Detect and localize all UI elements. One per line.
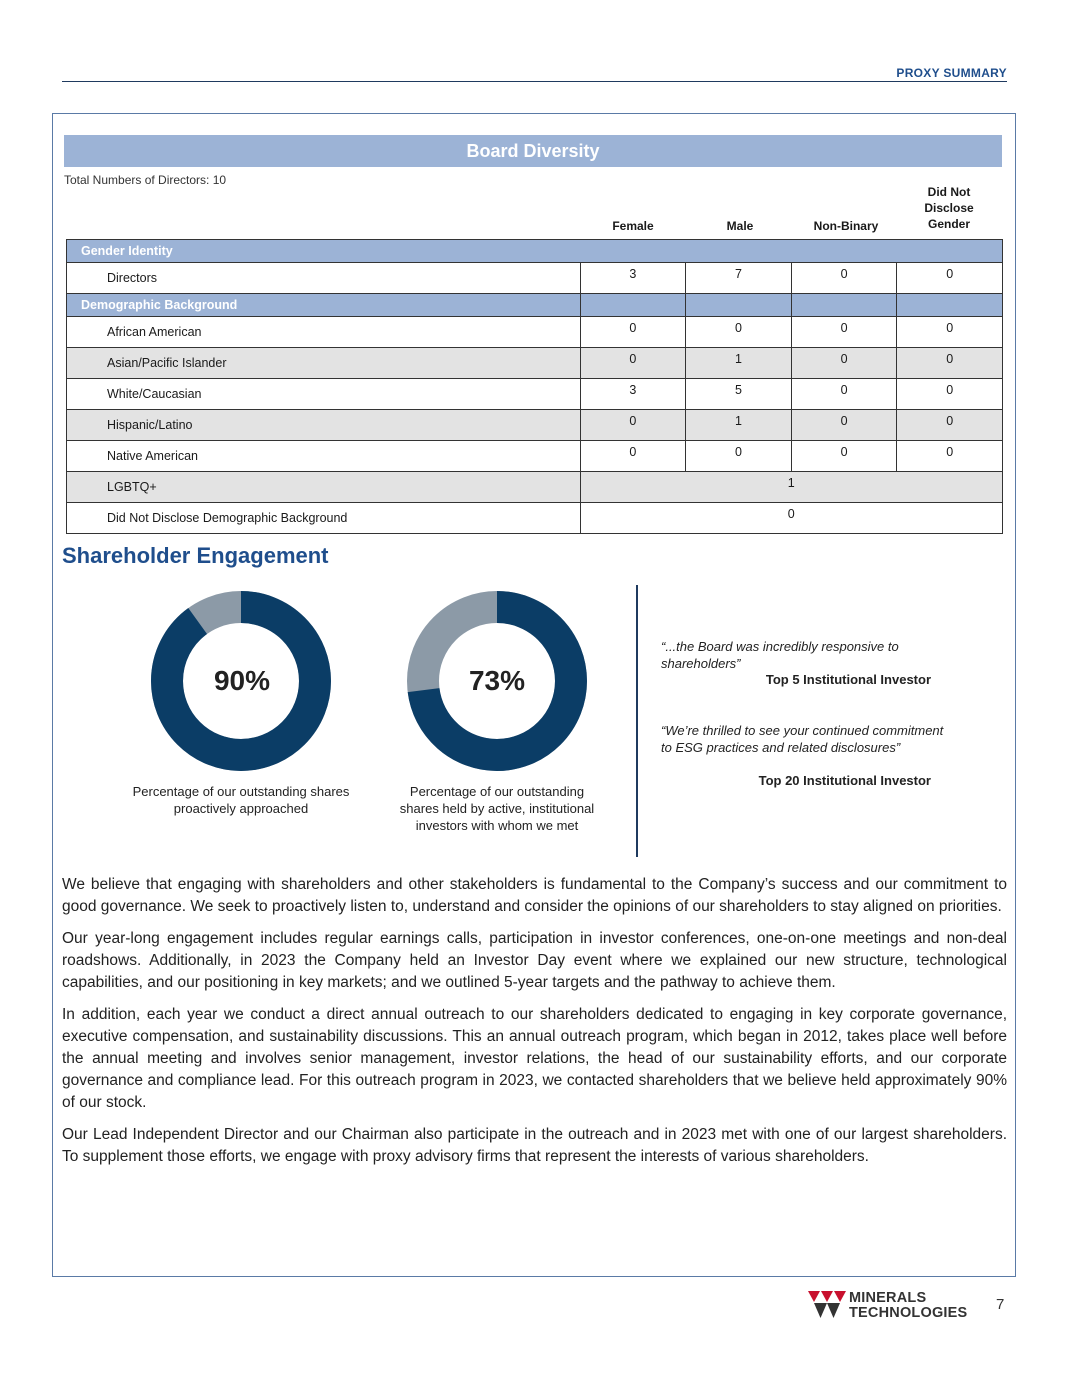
cell-value: 0 xyxy=(791,379,897,410)
body-paragraph: Our year-long engagement includes regular earnings calls, participation in investor conferences, one-on-one meetings and non-deal roadshows. Additionally, in 2023 the Company held an Investor Day event where we explained our new structure, technological capabilities, and our positioning in key markets; and we outlined 5-year targets and the pathway to achieve them. xyxy=(62,930,1007,991)
cell-value: 0 xyxy=(791,441,897,472)
header-rule xyxy=(62,81,1007,82)
section-gender-identity xyxy=(67,240,1003,263)
col-did-not-disclose-gender xyxy=(909,184,989,232)
col-did-not-line2: Disclose xyxy=(924,201,974,215)
section-cell xyxy=(580,294,686,317)
section-label: Demographic Background xyxy=(67,294,581,317)
cell-value: 3 xyxy=(580,379,686,410)
col-non-binary: Non-Binary xyxy=(813,219,879,233)
donut-percentage: 73% xyxy=(468,665,526,696)
row-label: Asian/Pacific Islander xyxy=(67,348,581,379)
table-row xyxy=(67,441,1003,472)
board-diversity-table xyxy=(66,239,1003,534)
cell-value: 0 xyxy=(686,441,792,472)
cell-value: 7 xyxy=(686,263,792,294)
quote-source: Top 5 Institutional Investor xyxy=(765,672,931,687)
cell-value: 0 xyxy=(897,441,1003,472)
cell-value: 1 xyxy=(686,410,792,441)
cell-value: 0 xyxy=(580,503,1002,534)
cell-value: 0 xyxy=(580,317,686,348)
logo-wordmark xyxy=(849,1291,967,1321)
donut-caption: Percentage of our outstanding shares proactively approached xyxy=(132,784,350,816)
row-label: Hispanic/Latino xyxy=(67,410,581,441)
cell-value: 0 xyxy=(580,441,686,472)
body-paragraph: We believe that engaging with shareholders and other stakeholders is fundamental to the Company’s success and our commitment to good governance. We seek to proactively listen to, understand and consider the opinions of our shareholders to stay aligned on priorities. xyxy=(62,876,1007,915)
row-label: Native American xyxy=(67,441,581,472)
investor-quote: “We’re thrilled to see your continued commitment to ESG practices and related disclosures” xyxy=(661,723,944,755)
cell-value: 0 xyxy=(580,348,686,379)
cell-value: 0 xyxy=(791,410,897,441)
col-female: Female xyxy=(612,219,654,233)
col-male: Male xyxy=(726,219,754,233)
logo-line2: TECHNOLOGIES xyxy=(849,1305,968,1321)
cell-value: 0 xyxy=(791,348,897,379)
cell-value: 0 xyxy=(897,410,1003,441)
cell-value: 5 xyxy=(686,379,792,410)
row-label: African American xyxy=(67,317,581,348)
col-did-not-line3: Gender xyxy=(927,217,970,231)
table-row xyxy=(67,317,1003,348)
donut-caption: Percentage of our outstanding shares held by active, institutional investors with whom we met xyxy=(399,784,595,833)
cell-value: 0 xyxy=(580,410,686,441)
table-row xyxy=(67,379,1003,410)
cell-value: 0 xyxy=(791,317,897,348)
cell-value: 0 xyxy=(791,263,897,294)
cell-value: 0 xyxy=(897,348,1003,379)
page-number: 7 xyxy=(996,1296,1005,1313)
row-label: Directors xyxy=(67,263,581,294)
body-paragraph: Our Lead Independent Director and our Chairman also participate in the outreach and in 2023 met with one of our largest shareholders. To supplement those efforts, we engage with proxy advisory firms that represent the interests of various shareholders. xyxy=(62,1126,1007,1165)
table-row xyxy=(67,263,1003,294)
vertical-divider xyxy=(636,585,638,857)
section-cell xyxy=(791,294,897,317)
section-cell xyxy=(686,294,792,317)
cell-value: 0 xyxy=(897,317,1003,348)
board-diversity-title: Board Diversity xyxy=(64,135,1002,167)
cell-value: 0 xyxy=(897,263,1003,294)
body-paragraph: In addition, each year we conduct a direct annual outreach to our shareholders dedicated to engaging in key corporate governance, executive compensation, and sustainability discussions. This an annual outreach program, which began in 2012, takes place well before the annual meeting and involves senior management, investor relations, the head of our sustainability efforts, and our corporate governance and compliance lead. For this outreach program in 2023, we contacted shareholders that we believe held approximately 90% of our stock. xyxy=(62,1006,1007,1111)
donut-percentage: 90% xyxy=(213,665,271,696)
row-label: Did Not Disclose Demographic Background xyxy=(67,503,581,534)
col-did-not-line1: Did Not xyxy=(927,185,971,199)
section-cell xyxy=(897,294,1003,317)
page-section-title: PROXY SUMMARY xyxy=(896,66,1007,80)
row-label: LGBTQ+ xyxy=(67,472,581,503)
table-row xyxy=(67,348,1003,379)
logo-line1: MINERALS xyxy=(849,1290,927,1306)
cell-value: 1 xyxy=(686,348,792,379)
total-directors: Total Numbers of Directors: 10 xyxy=(64,173,227,187)
engagement-body xyxy=(62,874,1007,1178)
cell-value: 0 xyxy=(897,379,1003,410)
shareholder-engagement-title: Shareholder Engagement xyxy=(62,543,329,568)
cell-value: 1 xyxy=(580,472,1002,503)
cell-value: 0 xyxy=(686,317,792,348)
table-row xyxy=(67,503,1003,534)
investor-quote: “...the Board was incredibly responsive to shareholders” xyxy=(661,639,899,671)
table-row xyxy=(67,410,1003,441)
quote-source: Top 20 Institutional Investor xyxy=(758,773,931,788)
section-demographic-background xyxy=(67,294,1003,317)
minerals-technologies-logo-icon xyxy=(808,1291,846,1319)
row-label: White/Caucasian xyxy=(67,379,581,410)
section-label: Gender Identity xyxy=(67,240,1003,263)
cell-value: 3 xyxy=(580,263,686,294)
table-row xyxy=(67,472,1003,503)
